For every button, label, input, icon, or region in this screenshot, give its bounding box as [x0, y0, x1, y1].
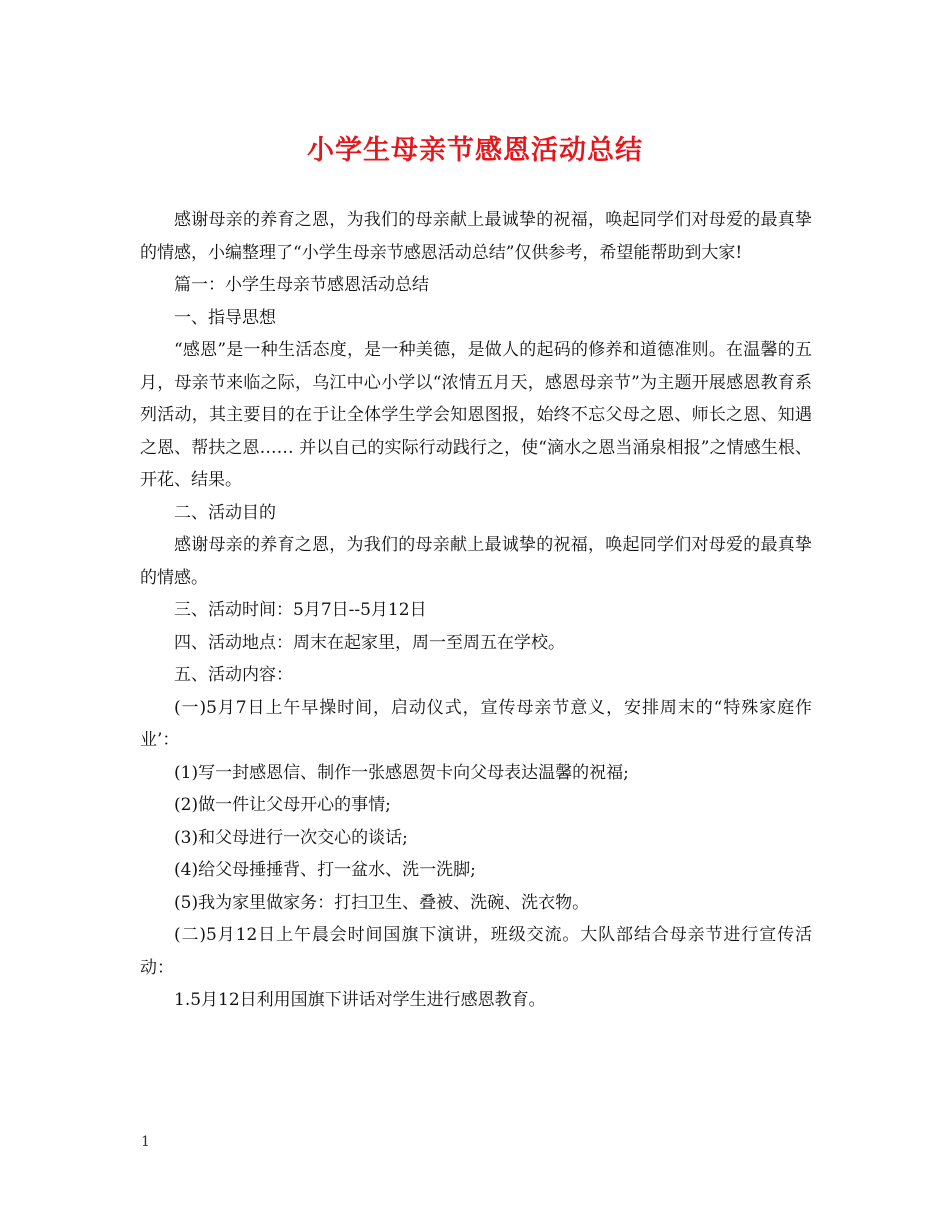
page-title: 小学生母亲节感恩活动总结	[307, 135, 643, 166]
paragraph-heading-guiding-thought: 一、指导思想	[174, 307, 276, 328]
paragraph-heading-purpose: 二、活动目的	[174, 502, 276, 523]
paragraph-purpose: 感谢母亲的养育之恩，为我们的母亲献上最诚挚的祝福，唤起同学们对母爱的最真挚的情感。	[140, 535, 812, 588]
list-item: 1.5月12日利用国旗下讲话对学生进行感恩教育。	[174, 990, 546, 1010]
paragraph-location: 四、活动地点：周末在起家里，周一至周五在学校。	[174, 632, 565, 653]
list-item: (4)给父母捶捶背、打一盆水、洗一洗脚;	[174, 860, 476, 880]
paragraph-guiding-thought: “感恩”是一种生活态度，是一种美德，是做人的起码的修养和道德准则。在温馨的五月，母亲节来临之际，乌江中心小学以“浓情五月天，感恩母亲节”为主题开展感恩教育系列活动，其主要目的在于让全体学生学会知恩图报，始终不忘父母之恩、师长之恩、知遇之恩、帮扶之恩…… 并以自己的实际行动践行之，使“滴水之恩当涌泉相报”之情感生根、开花、结果。	[140, 340, 812, 490]
list-item: (5)我为家里做家务：打扫卫生、叠被、洗碗、洗衣物。	[174, 892, 590, 913]
paragraph-intro: 感谢母亲的养育之恩，为我们的母亲献上最诚挚的祝福，唤起同学们对母爱的最真挚的情感，小编整理了“小学生母亲节感恩活动总结”仅供参考，希望能帮助到大家!	[140, 210, 812, 263]
paragraph-heading-content: 五、活动内容：	[174, 665, 293, 685]
document-body	[140, 204, 812, 1017]
list-item: (2)做一件让父母开心的事情;	[174, 795, 391, 815]
paragraph-section-heading: 篇一：小学生母亲节感恩活动总结	[174, 275, 429, 295]
paragraph-content-one: (一)5月7日上午早操时间，启动仪式，宣传母亲节意义，安排周末的“特殊家庭作业’：	[140, 697, 812, 750]
paragraph-time: 三、活动时间：5月7日--5月12日	[174, 600, 427, 620]
list-item: (1)写一封感恩信、制作一张感恩贺卡向父母表达温馨的祝福;	[174, 762, 629, 783]
paragraph-content-two: (二)5月12日上午晨会时间国旗下演讲，班级交流。大队部结合母亲节进行宣传活动：	[140, 925, 812, 978]
list-item: (3)和父母进行一次交心的谈话;	[174, 827, 408, 848]
page-number: 1	[141, 1134, 150, 1150]
